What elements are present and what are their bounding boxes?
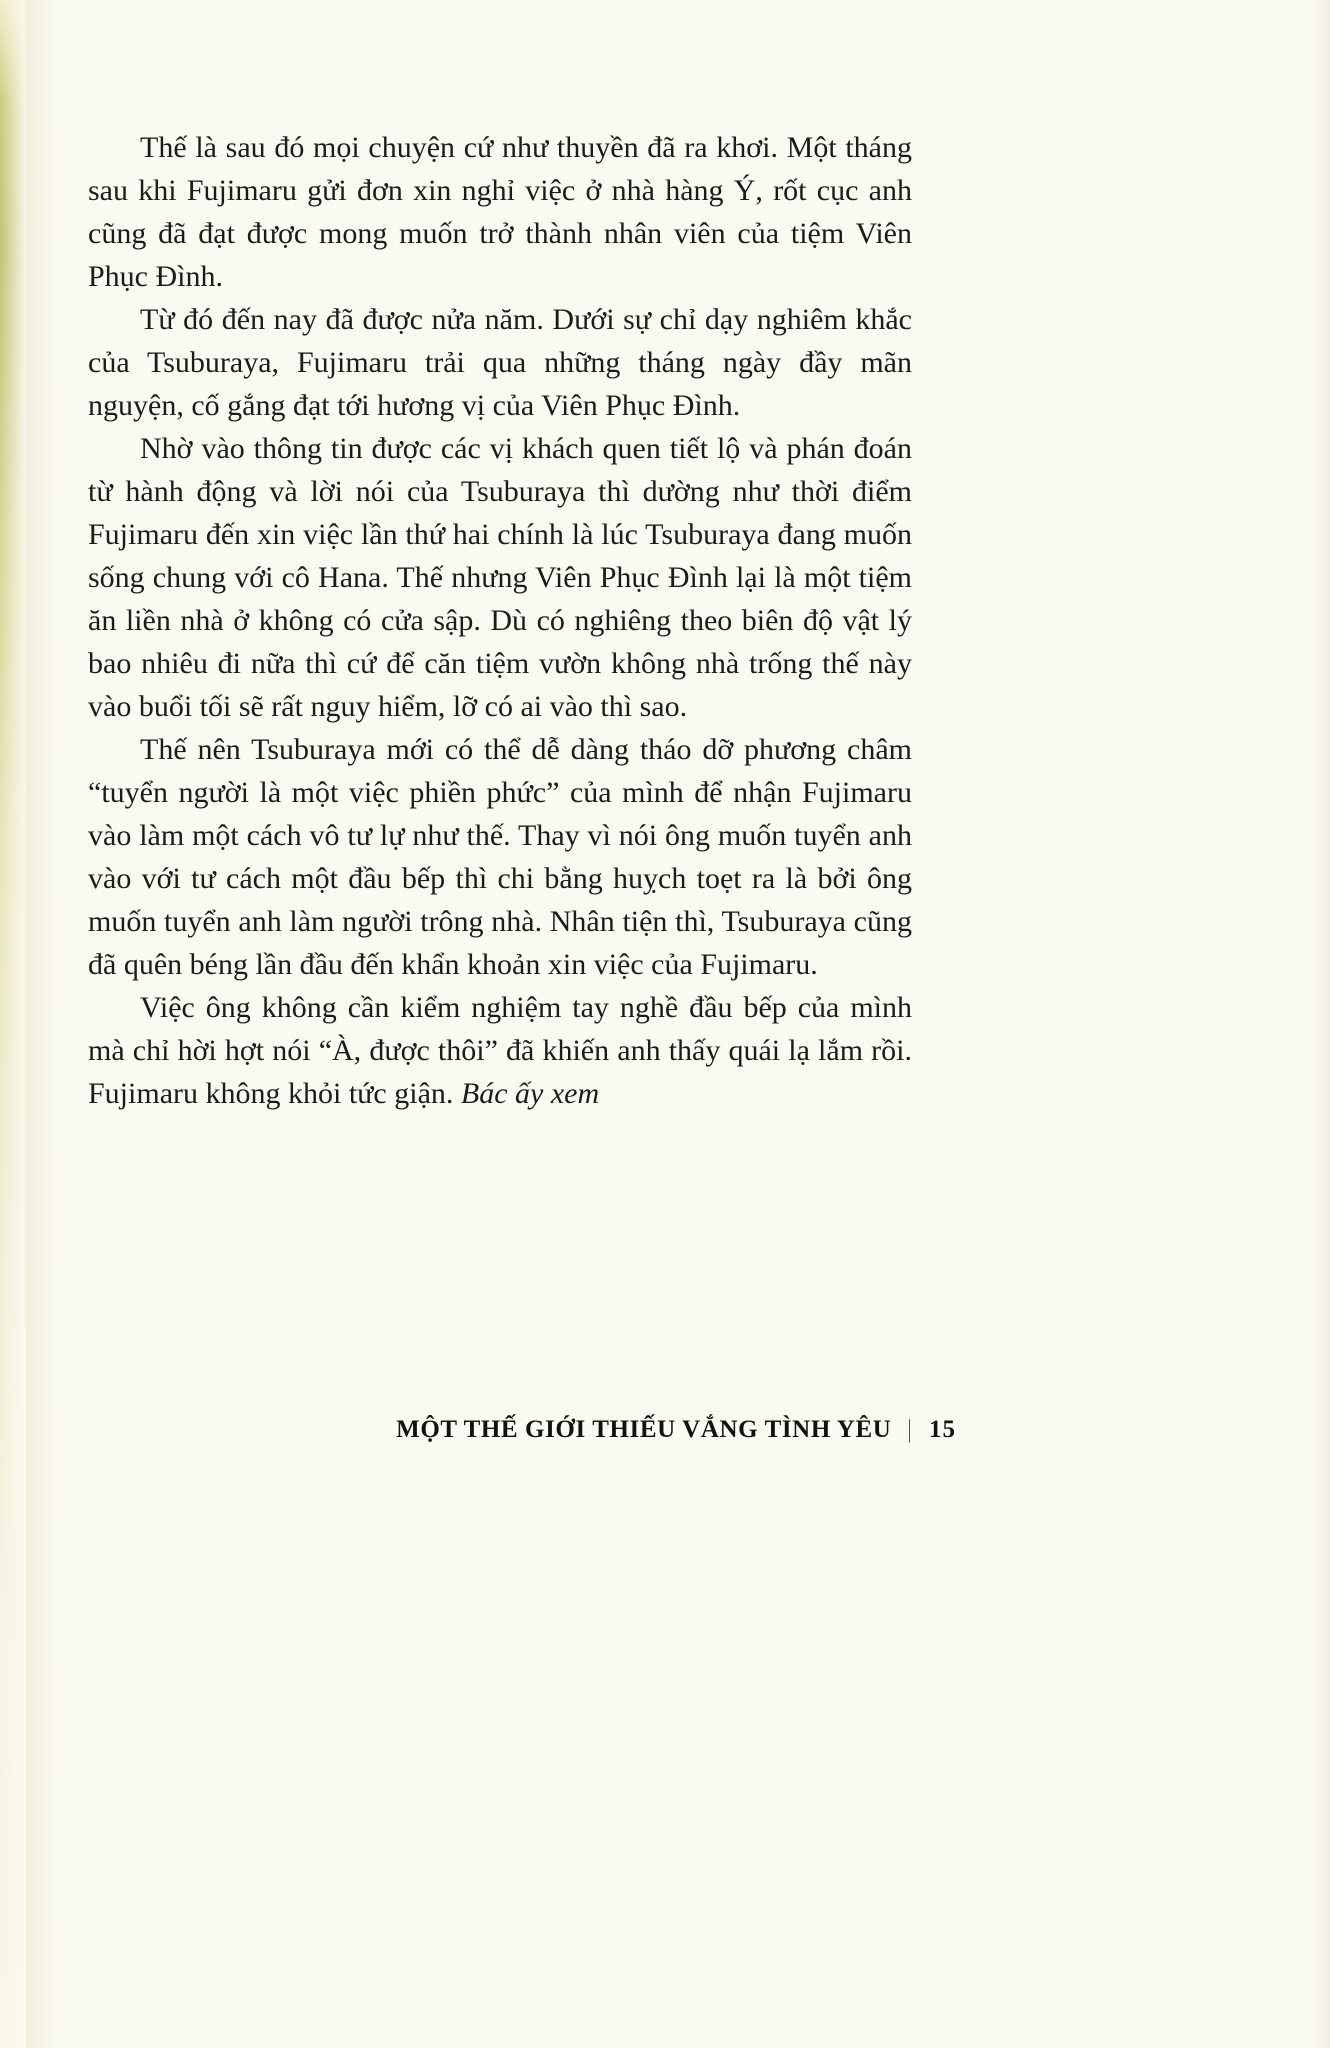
paragraph: Nhờ vào thông tin được các vị khách quen tiết lộ và phán đoán từ hành động và lời nói của Tsuburaya thì dường như thời điểm Fujimaru đến xin việc lần thứ hai chính là lúc Tsuburaya đang muốn sống chung với cô Hana. Thế nhưng Viên Phục Đình lại là một tiệm ăn liền nhà ở không có cửa sập. Dù có nghiêng theo biên độ vật lý bao nhiêu đi nữa thì cứ để căn tiệm vườn không nhà trống thế này vào buổi tối sẽ rất nguy hiểm, lỡ có ai vào thì sao. xyxy=(88,432,912,723)
paragraph-text: Việc ông không cần kiểm nghiệm tay nghề đầu bếp của mình mà chỉ hời hợt nói “À, được thôi” đã khiến anh thấy quái lạ lắm rồi. Fujimaru không khỏi tức giận. xyxy=(88,991,912,1110)
paragraph: Từ đó đến nay đã được nửa năm. Dưới sự chỉ dạy nghiêm khắc của Tsuburaya, Fujimaru trải qua những tháng ngày đầy mãn nguyện, cố gắng đạt tới hương vị của Viên Phục Đình. xyxy=(88,303,912,422)
page-edge-shading xyxy=(0,0,26,2048)
running-title: MỘT THẾ GIỚI THIẾU VẮNG TÌNH YÊU xyxy=(396,1416,892,1443)
paragraph: Thế nên Tsuburaya mới có thể dễ dàng tháo dỡ phương châm “tuyển người là một việc phiền phức” của mình để nhận Fujimaru vào làm một cách vô tư lự như thế. Thay vì nói ông muốn tuyển anh vào với tư cách một đầu bếp thì chi bằng huỵch toẹt ra là bởi ông muốn tuyển anh làm người trông nhà. Nhân tiện thì, Tsuburaya cũng đã quên béng lần đầu đến khẩn khoản xin việc của Fujimaru. xyxy=(88,733,912,981)
footer-separator: | xyxy=(908,1416,912,1443)
page-text-block xyxy=(88,126,912,1115)
page-right-shading xyxy=(1312,0,1330,2048)
paragraph xyxy=(88,986,912,1115)
page-footer xyxy=(88,1416,956,1444)
paragraph: Thế là sau đó mọi chuyện cứ như thuyền đã ra khơi. Một tháng sau khi Fujimaru gửi đơn xin nghỉ việc ở nhà hàng Ý, rốt cục anh cũng đã đạt được mong muốn trở thành nhân viên của tiệm Viên Phục Đình. xyxy=(88,131,912,293)
paragraph-italic-tail: Bác ấy xem xyxy=(460,1077,600,1110)
page-number: 15 xyxy=(929,1416,956,1443)
page-edge-shading-soft xyxy=(26,0,60,2048)
